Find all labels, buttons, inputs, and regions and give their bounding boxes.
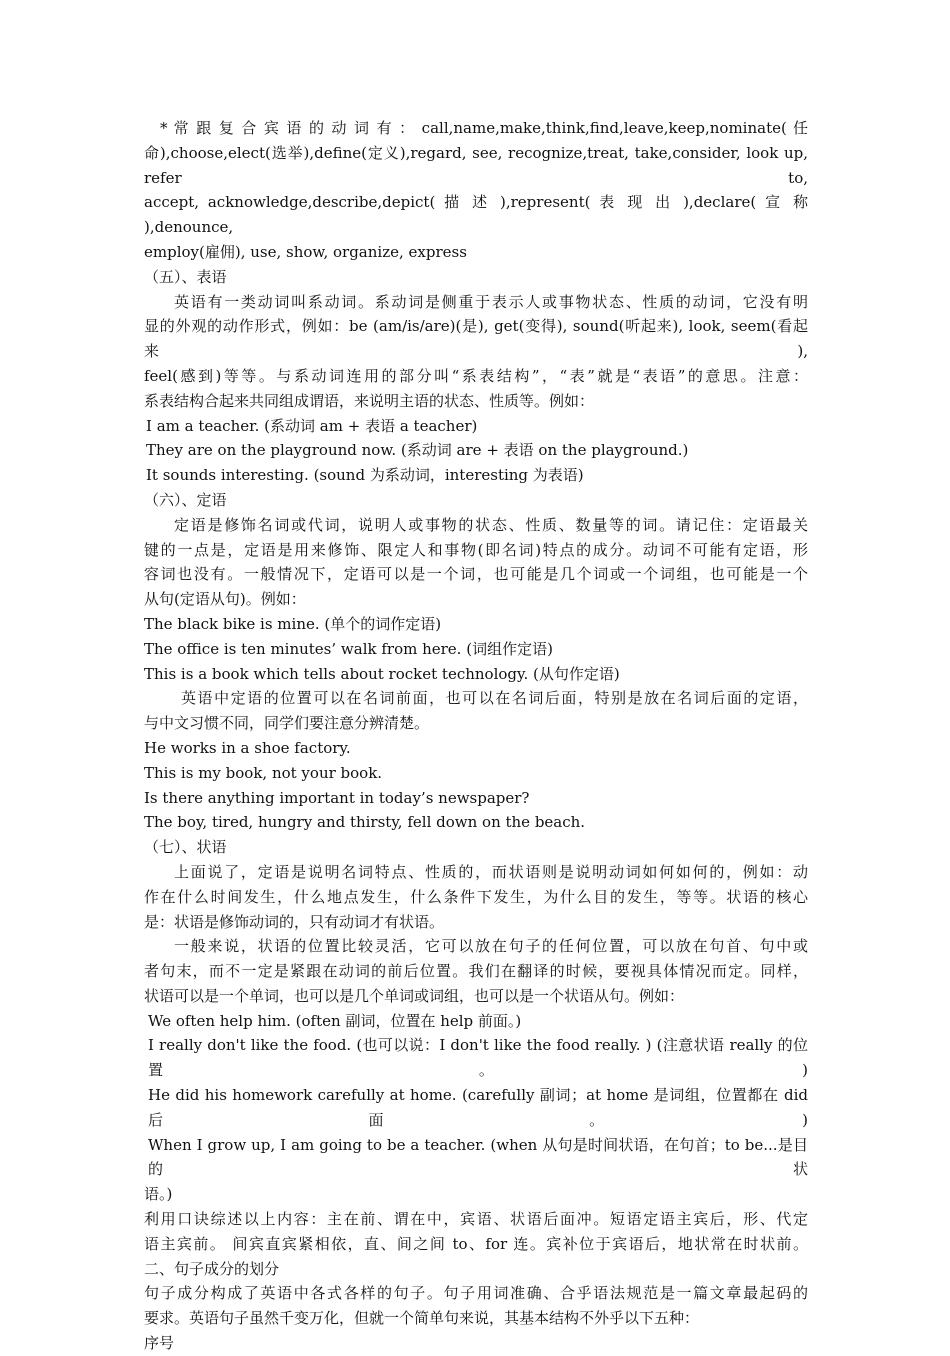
text-line: （七）、状语 [144,838,227,857]
text-line: This is my book, not your book. [144,763,383,782]
text-line: * 常 跟 复 合 宾 语 的 动 词 有 ： call,name,make,think,find,leave,keep,nominate( 任 [160,119,808,137]
document-body [144,116,808,1356]
text-line: He works in a shoe factory. [144,738,351,757]
text-line: I really don't like the food. (也可以说：I don't like the food really. ) (注意状语 really 的位置。) [148,1036,808,1080]
text-line: feel(感到)等等。与系动词连用的部分叫“系表结构”，“表”就是“表语”的意思。注意： [144,366,808,385]
text-line: The office is ten minutes’ walk from here. (词组作定语) [144,639,553,658]
text-line: 语主宾前。 间宾直宾紧相依，直、间之间 to、for 连。宾补位于宾语后，地状常在时状前。 [144,1234,808,1253]
text-line: employ(雇佣), use, show, organize, express [144,242,467,261]
text-line: We often help him. (often 副词，位置在 help 前面。) [148,1011,522,1030]
text-line: 定语是修饰名词或代词，说明人或事物的状态、性质、数量等的词。请记住：定语最关 [174,515,808,534]
text-line: It sounds interesting. (sound 为系动词，interesting 为表语) [146,466,584,485]
text-line: 利用口诀综述以上内容：主在前、谓在中，宾语、状语后面冲。短语定语主宾后，形、代定 [144,1210,808,1229]
text-line: 者句末，而不一定是紧跟在动词的前后位置。我们在翻译的时候，要视具体情况而定。同样， [144,962,808,981]
text-line: 二、句子成分的划分 [144,1259,280,1278]
text-line: Is there anything important in today’s newspaper? [144,788,530,807]
text-line: 键的一点是，定语是用来修饰、限定人和事物(即名词)特点的成分。动词不可能有定语，形 [144,540,808,559]
text-line: 从句(定语从句)。例如： [144,590,306,609]
text-line: The black bike is mine. (单个的词作定语) [144,614,442,633]
text-line: 英语中定语的位置可以在名词前面，也可以在名词后面，特别是放在名词后面的定语， [181,689,808,708]
text-line: （五）、表语 [144,267,227,286]
text-line: 语。) [144,1185,173,1204]
text-line: 系表结构合起来共同组成谓语，来说明主语的状态、性质等。例如： [144,391,595,410]
text-line: I am a teacher. (系动词 am + 表语 a teacher) [146,416,478,435]
text-line: 一般来说，状语的位置比较灵活，它可以放在句子的任何位置，可以放在句首、句中或 [174,937,808,956]
text-line: 序号 [144,1334,175,1353]
text-line: 状语可以是一个单词，也可以是几个单词或词组，也可以是一个状语从句。例如： [144,986,685,1005]
text-line: 英语有一类动词叫系动词。系动词是侧重于表示人或事物状态、性质的动词，它没有明 [174,292,808,311]
text-line: He did his homework carefully at home. (carefully 副词；at home 是词组，位置都在 did 后面。) [148,1086,808,1129]
text-line: They are on the playground now. (系动词 are + 表语 on the playground.) [146,441,689,460]
text-line: 要求。英语句子虽然千变万化，但就一个简单句来说，其基本结构不外乎以下五种： [144,1309,700,1328]
text-line: The boy, tired, hungry and thirsty, fell down on the beach. [144,813,586,832]
text-line: 命),choose,elect(选举),define(定义),regard, see, recognize,treat, take,consider, look up, refer to, [144,143,808,187]
text-line: 作在什么时间发生，什么地点发生，什么条件下发生，为什么目的发生，等等。状语的核心 [144,887,808,906]
text-line: 显的外观的动作形式，例如：be (am/is/are)(是), get(变得), sound(听起来), look, seem(看起来), [144,317,808,361]
text-line: 上面说了，定语是说明名词特点、性质的，而状语则是说明动词如何如何的，例如：动 [174,862,808,881]
text-line: This is a book which tells about rocket technology. (从句作定语) [144,664,620,683]
text-line: 句子成分构成了英语中各式各样的句子。句子用词准确、合乎语法规范是一篇文章最起码的 [144,1284,808,1303]
text-line: accept, acknowledge,describe,depict( 描 述 ),represent( 表 现 出 ),declare( 宣 称 ),denounce, [144,193,808,237]
text-line: 是：状语是修饰动词的，只有动词才有状语。 [144,912,445,931]
text-line: 容词也没有。一般情况下，定语可以是一个词，也可能是几个词或一个词组，也可能是一个 [144,565,808,584]
text-line: 与中文习惯不同，同学们要注意分辨清楚。 [144,714,430,733]
text-line: （六）、定语 [144,490,227,509]
text-line: When I grow up, I am going to be a teacher. (when 从句是时间状语，在句首；to be...是目的状 [148,1135,808,1179]
